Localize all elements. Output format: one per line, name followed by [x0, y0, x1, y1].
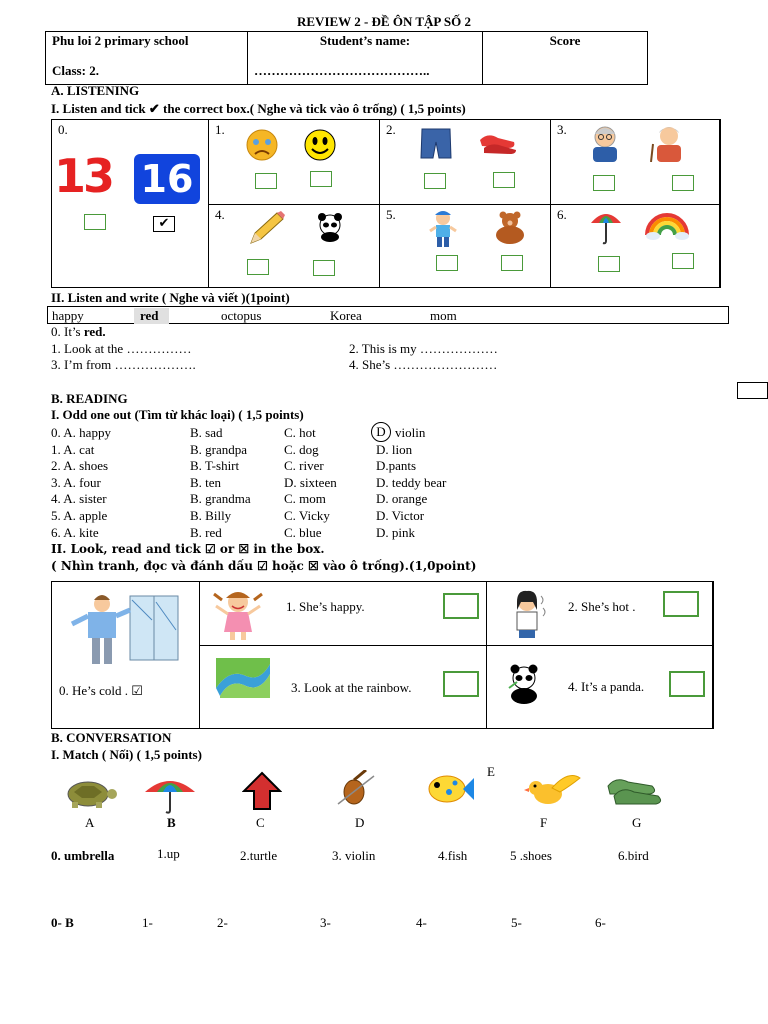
- answer-box-2[interactable]: [663, 591, 699, 617]
- option-a[interactable]: 4. A. sister: [51, 491, 107, 506]
- tick-box[interactable]: [313, 260, 335, 276]
- listen-cell-4: [208, 204, 380, 288]
- tick-box[interactable]: [436, 255, 458, 271]
- student-name-dots: …………………………………..: [254, 63, 430, 78]
- match-letter-g: G: [632, 815, 642, 830]
- option-b[interactable]: B. T-shirt: [190, 458, 240, 473]
- score-cell[interactable]: [483, 32, 648, 85]
- item-2-text: 2. She’s hot .: [568, 599, 636, 614]
- option-c[interactable]: C. Vicky: [284, 508, 330, 523]
- answer-box-3[interactable]: [443, 671, 479, 697]
- happy-face-icon: [303, 128, 337, 162]
- tick-box[interactable]: [501, 255, 523, 271]
- tick-box[interactable]: [493, 172, 515, 188]
- look-read-tick-subheading: ( Nhìn tranh, đọc và đánh dấu ☑ hoặc ☒ vào ô trống).(1,0point): [51, 559, 477, 573]
- option-b[interactable]: B. Billy: [190, 508, 232, 523]
- listen-cell-0: [51, 119, 209, 288]
- match-word-5[interactable]: 5 .shoes: [510, 848, 552, 863]
- option-c[interactable]: C. mom: [284, 491, 326, 506]
- option-d[interactable]: D. teddy bear: [376, 475, 447, 490]
- match-heading: I. Match ( Nối) ( 1,5 points): [51, 747, 202, 762]
- tick-box[interactable]: [593, 175, 615, 191]
- teddy-bear-icon: [490, 211, 530, 245]
- student-name-cell[interactable]: [248, 32, 483, 85]
- example-text: 0. It’s: [51, 324, 84, 339]
- look-read-grid: [51, 581, 713, 729]
- listen-write-heading: II. Listen and write ( Nghe và viết )(1point): [51, 290, 290, 305]
- section-reading-heading: B. READING: [51, 391, 128, 406]
- match-letter-e: E: [487, 764, 495, 779]
- answer-1[interactable]: 1-: [142, 915, 153, 930]
- match-word-1[interactable]: 1.up: [157, 846, 180, 861]
- cell-number: 5.: [386, 207, 396, 222]
- panda-icon: [315, 211, 345, 243]
- happy-girl-picture: [212, 586, 264, 642]
- cell-number: 2.: [386, 122, 396, 137]
- look-cell-1: [199, 581, 487, 646]
- option-a[interactable]: 3. A. four: [51, 475, 101, 490]
- look-cell-0: [51, 581, 200, 729]
- option-a: 0. A. happy: [51, 425, 111, 440]
- write-line-1[interactable]: 1. Look at the ……………: [51, 341, 192, 356]
- option-a[interactable]: 5. A. apple: [51, 508, 108, 523]
- side-box: [737, 382, 768, 399]
- match-letter-a: A: [85, 815, 95, 830]
- option-b: B. sad: [190, 425, 223, 440]
- panda-picture: [505, 664, 543, 704]
- turtle-icon: [62, 776, 118, 810]
- section-listening-heading: A. LISTENING: [51, 83, 140, 98]
- tick-box[interactable]: [255, 173, 277, 189]
- match-letter-c: C: [256, 815, 265, 830]
- listen-tick-heading: I. Listen and tick ✔ the correct box.( Nghe và tick vào ô trống) ( 1,5 points): [51, 101, 466, 116]
- answer-4[interactable]: 4-: [416, 915, 427, 930]
- item-3-text: 3. Look at the rainbow.: [291, 680, 412, 695]
- answer-5[interactable]: 5-: [511, 915, 522, 930]
- listen-tick-grid: [51, 119, 720, 288]
- option-d[interactable]: D. orange: [376, 491, 428, 506]
- option-c: C. hot: [284, 425, 316, 440]
- tick-box[interactable]: [598, 256, 620, 272]
- answer-3[interactable]: 3-: [320, 915, 331, 930]
- answer-6[interactable]: 6-: [595, 915, 606, 930]
- option-a[interactable]: 1. A. cat: [51, 442, 95, 457]
- river-picture: [216, 658, 270, 698]
- shoes-match-icon: [606, 772, 664, 806]
- student-name-label: Student’s name:: [319, 33, 411, 48]
- hot-girl-picture: [507, 588, 549, 640]
- look-cell-4: [486, 645, 714, 729]
- bird-icon: [524, 772, 582, 808]
- answer-box-1[interactable]: [443, 593, 479, 619]
- word-happy: happy: [52, 308, 84, 323]
- odd-one-out-heading: I. Odd one out (Tìm từ khác loại) ( 1,5 points): [51, 407, 304, 422]
- cell-number: 3.: [557, 122, 567, 137]
- tick-box[interactable]: [84, 214, 106, 230]
- word-bank: [47, 306, 729, 324]
- option-d[interactable]: D. pink: [376, 525, 415, 540]
- option-d[interactable]: D. lion: [376, 442, 413, 457]
- option-b[interactable]: B. red: [190, 525, 222, 540]
- answer-0: 0- B: [51, 915, 74, 930]
- word-korea: Korea: [330, 308, 362, 323]
- match-word-2[interactable]: 2.turtle: [240, 848, 278, 863]
- school-cell: [46, 32, 248, 85]
- match-word-6[interactable]: 6.bird: [618, 848, 649, 863]
- cell-number: 6.: [557, 207, 567, 222]
- answer-2[interactable]: 2-: [217, 915, 228, 930]
- write-line-4[interactable]: 4. She’s ……………………: [349, 357, 498, 372]
- grandma-icon: [647, 124, 687, 162]
- shoes-icon: [478, 128, 518, 154]
- option-d[interactable]: D.pants: [376, 458, 417, 473]
- option-b[interactable]: B. grandpa: [190, 442, 248, 457]
- tick-box[interactable]: [672, 253, 694, 269]
- option-c[interactable]: C. river: [284, 458, 324, 473]
- option-d-text: violin: [395, 425, 426, 440]
- option-a[interactable]: 2. A. shoes: [51, 458, 109, 473]
- cell-number: 0.: [58, 122, 68, 137]
- option-b[interactable]: B. ten: [190, 475, 222, 490]
- word-red: red: [134, 308, 169, 324]
- write-line-3[interactable]: 3. I’m from ……………….: [51, 357, 196, 372]
- tick-box[interactable]: [672, 175, 694, 191]
- option-c[interactable]: C. blue: [284, 525, 322, 540]
- match-letter-f: F: [540, 815, 548, 830]
- write-example: [51, 324, 106, 340]
- option-a[interactable]: 6. A. kite: [51, 525, 99, 540]
- item-1-text: 1. She’s happy.: [286, 599, 365, 614]
- option-c[interactable]: C. dog: [284, 442, 319, 457]
- example-cold: 0. He’s cold . ☑: [59, 683, 143, 698]
- match-word-3[interactable]: 3. violin: [332, 848, 376, 863]
- class-label: Class: 2.: [52, 63, 99, 78]
- page-title: REVIEW 2 - ĐỀ ÔN TẬP SỐ 2: [297, 14, 471, 29]
- tick-box[interactable]: [247, 259, 269, 275]
- school-name: Phu loi 2 primary school: [52, 33, 189, 48]
- rainbow-icon: [645, 207, 689, 241]
- up-arrow-icon: [242, 771, 282, 811]
- look-cell-3: [199, 645, 487, 729]
- violin-icon: [336, 770, 376, 806]
- umbrella-match-icon: [143, 774, 197, 814]
- write-line-2[interactable]: 2. This is my ………………: [349, 341, 498, 356]
- boy-icon: [428, 209, 458, 249]
- umbrella-icon: [589, 207, 623, 245]
- option-c[interactable]: D. sixteen: [284, 475, 337, 490]
- cell-number: 4.: [215, 207, 225, 222]
- section-conversation-heading: B. CONVERSATION: [51, 730, 172, 745]
- sad-face-icon: [245, 128, 279, 162]
- tick-box[interactable]: [424, 173, 446, 189]
- option-b[interactable]: B. grandma: [190, 491, 251, 506]
- match-letter-d: D: [355, 815, 365, 830]
- student-info-table: [45, 31, 648, 85]
- word-octopus: octopus: [221, 308, 262, 323]
- shorts-icon: [418, 126, 454, 162]
- example-answer: red.: [83, 324, 106, 339]
- option-d[interactable]: D. Victor: [376, 508, 425, 523]
- tick-box-checked[interactable]: ✔: [153, 216, 175, 232]
- score-label: Score: [549, 33, 581, 48]
- circled-answer-d: D: [371, 422, 391, 442]
- listen-cell-3: [550, 119, 721, 205]
- number-16-picture: 16: [134, 154, 200, 204]
- fish-icon: [427, 770, 475, 808]
- pencil-icon: [247, 209, 287, 247]
- number-13-picture: 13: [54, 149, 113, 203]
- cell-number: 1.: [215, 122, 225, 137]
- listen-cell-2: [379, 119, 551, 205]
- item-4-text: 4. It’s a panda.: [568, 679, 645, 694]
- word-mom: mom: [430, 308, 457, 323]
- match-letter-b: B: [167, 815, 176, 830]
- grandpa-icon: [587, 124, 623, 162]
- look-read-tick-heading: II. Look, read and tick ☑ or ☒ in the box.: [51, 542, 325, 556]
- match-word-0: 0. umbrella: [51, 848, 115, 863]
- tick-box[interactable]: [310, 171, 332, 187]
- look-cell-2: [486, 581, 714, 646]
- answer-box-4[interactable]: [669, 671, 705, 697]
- listen-cell-5: [379, 204, 551, 288]
- listen-cell-1: [208, 119, 380, 205]
- listen-cell-6: [550, 204, 721, 288]
- match-word-4[interactable]: 4.fish: [438, 848, 468, 863]
- cold-boy-window-picture: [66, 590, 184, 670]
